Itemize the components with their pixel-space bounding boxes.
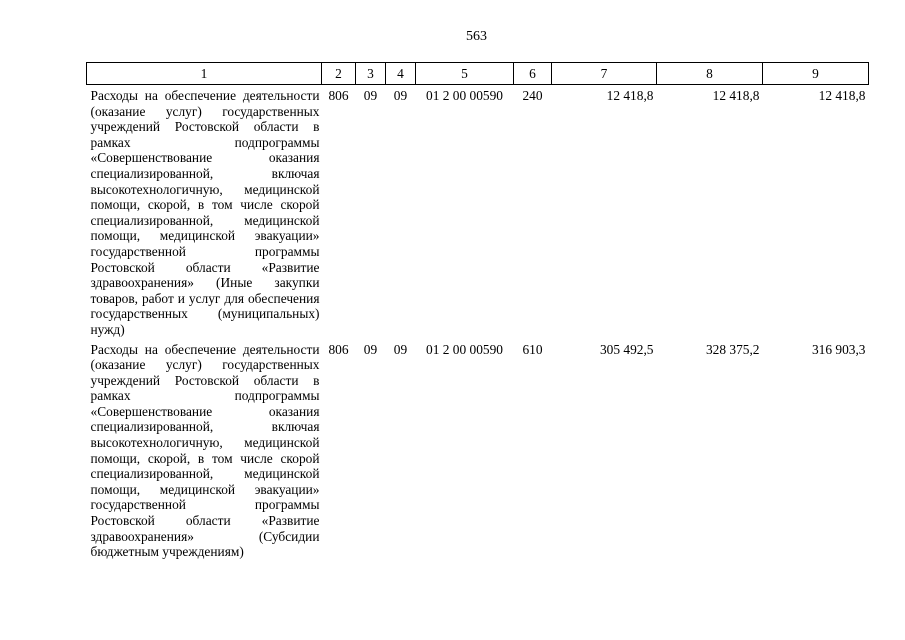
row-subsection-code: 09 — [393, 88, 408, 103]
row-amount-col-8: 12 418,8 — [712, 88, 760, 103]
table-row — [87, 338, 869, 560]
row-subsection-code: 09 — [393, 341, 408, 357]
header-row — [87, 63, 869, 85]
row-ministry-code: 806 — [328, 341, 349, 357]
row-amount-col-9: 316 903,3 — [811, 341, 866, 357]
row-amount-col-7: 305 492,5 — [599, 341, 654, 357]
header-col-4: 4 — [386, 63, 416, 85]
page-number: 563 — [466, 29, 487, 44]
row-target-article: 01 2 00 00590 — [426, 341, 503, 357]
row-section-code: 09 — [363, 88, 378, 103]
header-col-8: 8 — [657, 63, 763, 85]
header-col-7: 7 — [552, 63, 657, 85]
table-header — [87, 63, 869, 85]
row-section-code: 09 — [363, 341, 378, 357]
row-expense-type: 610 — [522, 341, 543, 357]
row-expense-type: 240 — [522, 88, 543, 103]
header-col-2: 2 — [322, 63, 356, 85]
header-col-3: 3 — [356, 63, 386, 85]
header-col-9: 9 — [763, 63, 869, 85]
header-col-6: 6 — [514, 63, 552, 85]
header-col-5: 5 — [416, 63, 514, 85]
row-description: Расходы на обеспечение деятельности (оказание услуг) государственных учреждений Ростовской области в рамках подпрограммы «Совершенствование оказания специализированной, включая высокотехнологичную, медицинской помощи, скорой, в том числе скорой специализированной, медицинской помощи, медицинской эвакуации» государственной программы Ростовской области «Развитие здравоохранения» (Субсидии бюджетным учреждениям) — [90, 341, 320, 560]
header-col-1: 1 — [87, 63, 322, 85]
row-amount-col-9: 12 418,8 — [818, 88, 866, 103]
row-amount-col-8: 328 375,2 — [705, 341, 760, 357]
row-target-article: 01 2 00 00590 — [426, 88, 503, 103]
row-ministry-code: 806 — [328, 88, 349, 103]
budget-table — [86, 62, 869, 560]
row-amount-col-7: 12 418,8 — [606, 88, 654, 103]
table-row — [87, 85, 869, 338]
row-description: Расходы на обеспечение деятельности (оказание услуг) государственных учреждений Ростовской области в рамках подпрограммы «Совершенствование оказания специализированной, включая высокотехнологичную, медицинской помощи, скорой, в том числе скорой специализированной, медицинской помощи, медицинской эвакуации» государственной программы Ростовской области «Развитие здравоохранения» (Иные закупки товаров, работ и услуг для обеспечения государственных (муниципальных) нужд) — [90, 88, 320, 337]
